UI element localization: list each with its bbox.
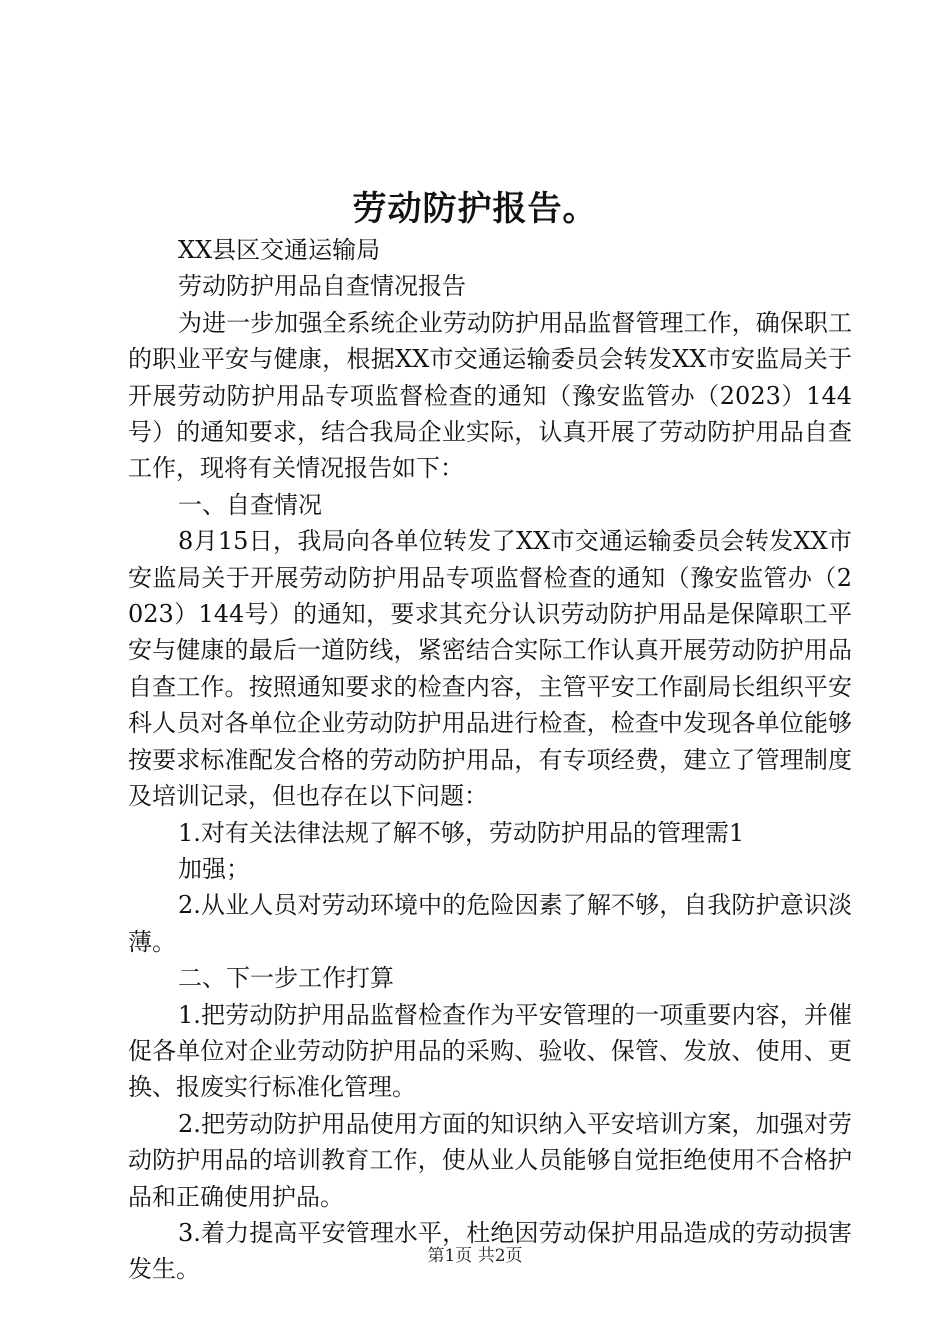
document-title: 劳动防护报告。 <box>352 189 598 229</box>
issue-item-1-continuation: 加强； <box>178 854 250 883</box>
plan-item-3: 3.着力提高平安管理水平，杜绝因劳动保护用品造成的劳动损害发生。 <box>128 1218 852 1284</box>
plan-item-2: 2.把劳动防护用品使用方面的知识纳入平安培训方案，加强对劳动防护用品的培训教育工作，使从业人员能够自觉拒绝使用不合格护品和正确使用护品。 <box>128 1109 852 1211</box>
paragraph-organization: XX县区交通运输局 <box>178 236 381 264</box>
paragraph-introduction: 为进一步加强全系统企业劳动防护用品监督管理工作，确保职工的职业平安与健康，根据XX市交通运输委员会转发XX市安监局关于开展劳动防护用品专项监督检查的通知（豫安监管办（2023）144号）的通知要求，结合我局企业实际，认真开展了劳动防护用品自查工作，现将有关情况报告如下： <box>128 308 852 483</box>
section-heading-next-steps: 二、下一步工作打算 <box>178 964 394 993</box>
paragraph-report-name: 劳动防护用品自查情况报告 <box>178 272 466 301</box>
page-number-footer: 第1页 共2页 <box>427 1246 523 1266</box>
issue-item-2: 2.从业人员对劳动环境中的危险因素了解不够，自我防护意识淡薄。 <box>128 891 852 956</box>
document-body <box>128 232 852 1288</box>
section-heading-self-inspection: 一、自查情况 <box>178 490 322 519</box>
plan-item-1: 1.把劳动防护用品监督检查作为平安管理的一项重要内容，并催促各单位对企业劳动防护用品的采购、验收、保管、发放、使用、更换、报废实行标准化管理。 <box>128 1000 852 1102</box>
paragraph-inspection-details: 8月15日，我局向各单位转发了XX市交通运输委员会转发XX市安监局关于开展劳动防护用品专项监督检查的通知（豫安监管办（2023）144号）的通知，要求其充分认识劳动防护用品是保障职工平安与健康的最后一道防线，紧密结合实际工作认真开展劳动防护用品自查工作。按照通知要求的检查内容，主管平安工作副局长组织平安科人员对各单位企业劳动防护用品进行检查，检查中发现各单位能够按要求标准配发合格的劳动防护用品，有专项经费，建立了管理制度及培训记录，但也存在以下问题： <box>128 527 852 811</box>
issue-item-1: 1.对有关法律法规了解不够，劳动防护用品的管理需1 <box>178 818 745 847</box>
